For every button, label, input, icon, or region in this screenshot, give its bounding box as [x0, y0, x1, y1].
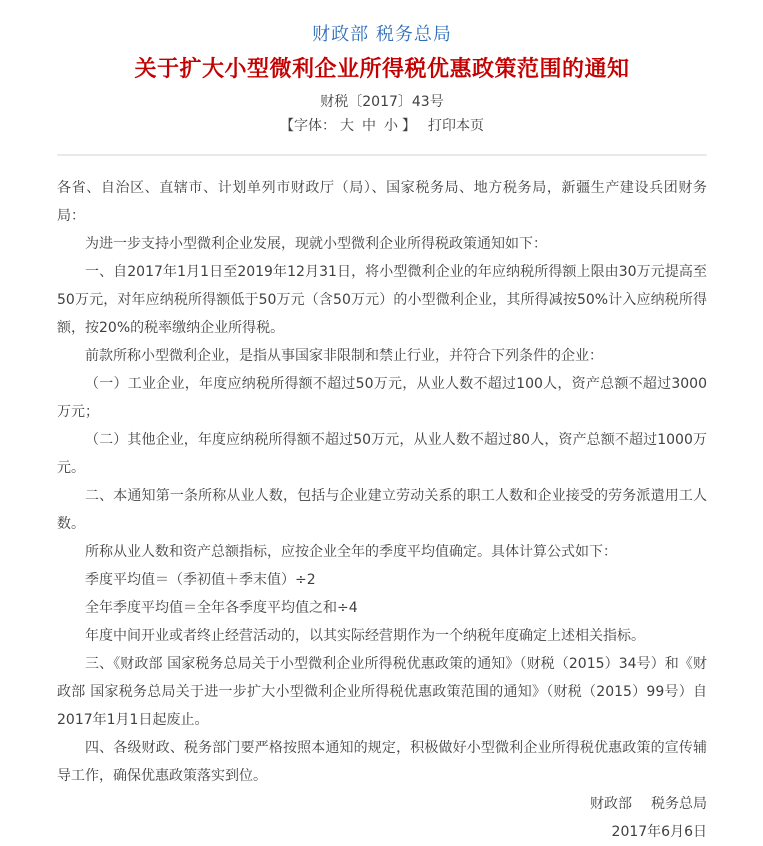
paragraph: 所称从业人数和资产总额指标，应按企业全年的季度平均值确定。具体计算公式如下：: [85, 544, 617, 560]
paragraph: 年度中间开业或者终止经营活动的，以其实际经营期作为一个纳税年度确定上述相关指标。: [85, 628, 645, 644]
issuing-agency-header: 财政部 税务总局: [312, 24, 452, 45]
paragraph: 前款所称小型微利企业，是指从事国家非限制和禁止行业，并符合下列条件的企业：: [85, 348, 603, 364]
paragraph: （一）工业企业，年度应纳税所得额不超过50万元，从业人数不超过100人，资产总额不超过3000万元；: [57, 376, 707, 420]
signature-line: [57, 790, 707, 818]
document-number: 财税〔2017〕43号: [320, 94, 444, 110]
font-size-label-open: 【字体：: [280, 118, 336, 134]
signature-agency-left: 财政部: [590, 796, 632, 812]
paragraph: 为进一步支持小型微利企业发展，现就小型微利企业所得税政策通知如下：: [85, 236, 547, 252]
font-size-small-button[interactable]: 小: [384, 118, 398, 134]
notice-title: 关于扩大小型微利企业所得税优惠政策范围的通知: [134, 57, 630, 82]
notice-body: [57, 174, 707, 846]
font-size-large-button[interactable]: 大: [340, 118, 354, 134]
paragraph: 二、本通知第一条所称从业人数，包括与企业建立劳动关系的职工人数和企业接受的劳务派遣用工人数。: [57, 488, 707, 532]
issue-date: 2017年6月6日: [611, 824, 707, 840]
signature-agency-right: 税务总局: [651, 796, 707, 812]
paragraph: 一、自2017年1月1日至2019年12月31日，将小型微利企业的年应纳税所得额上限由30万元提高至50万元，对年应纳税所得额低于50万元（含50万元）的小型微利企业，其所得减按50%计入应纳税所得额，按20%的税率缴纳企业所得税。: [57, 264, 707, 336]
paragraph: （二）其他企业，年度应纳税所得额不超过50万元，从业人数不超过80人，资产总额不超过1000万元。: [57, 432, 707, 476]
paragraph: 三、《财政部 国家税务总局关于小型微利企业所得税优惠政策的通知》（财税（2015）34号）和《财政部 国家税务总局关于进一步扩大小型微利企业所得税优惠政策范围的通知》（财税（2015）99号）自2017年1月1日起废止。: [57, 656, 707, 728]
font-size-toolbar: [57, 119, 707, 134]
header-divider: [57, 154, 707, 156]
font-size-medium-button[interactable]: 中: [362, 118, 376, 134]
salutation: 各省、自治区、直辖市、计划单列市财政厅（局）、国家税务局、地方税务局，新疆生产建设兵团财务局：: [57, 180, 707, 224]
paragraph-formula: 季度平均值＝（季初值＋季末值）÷2: [85, 572, 316, 588]
font-size-label-close: 】: [402, 118, 416, 134]
paragraph: 四、各级财政、税务部门要严格按照本通知的规定，积极做好小型微利企业所得税优惠政策的宣传辅导工作，确保优惠政策落实到位。: [57, 740, 707, 784]
paragraph-formula: 全年季度平均值＝全年各季度平均值之和÷4: [85, 600, 358, 616]
print-page-button[interactable]: 打印本页: [428, 118, 484, 134]
